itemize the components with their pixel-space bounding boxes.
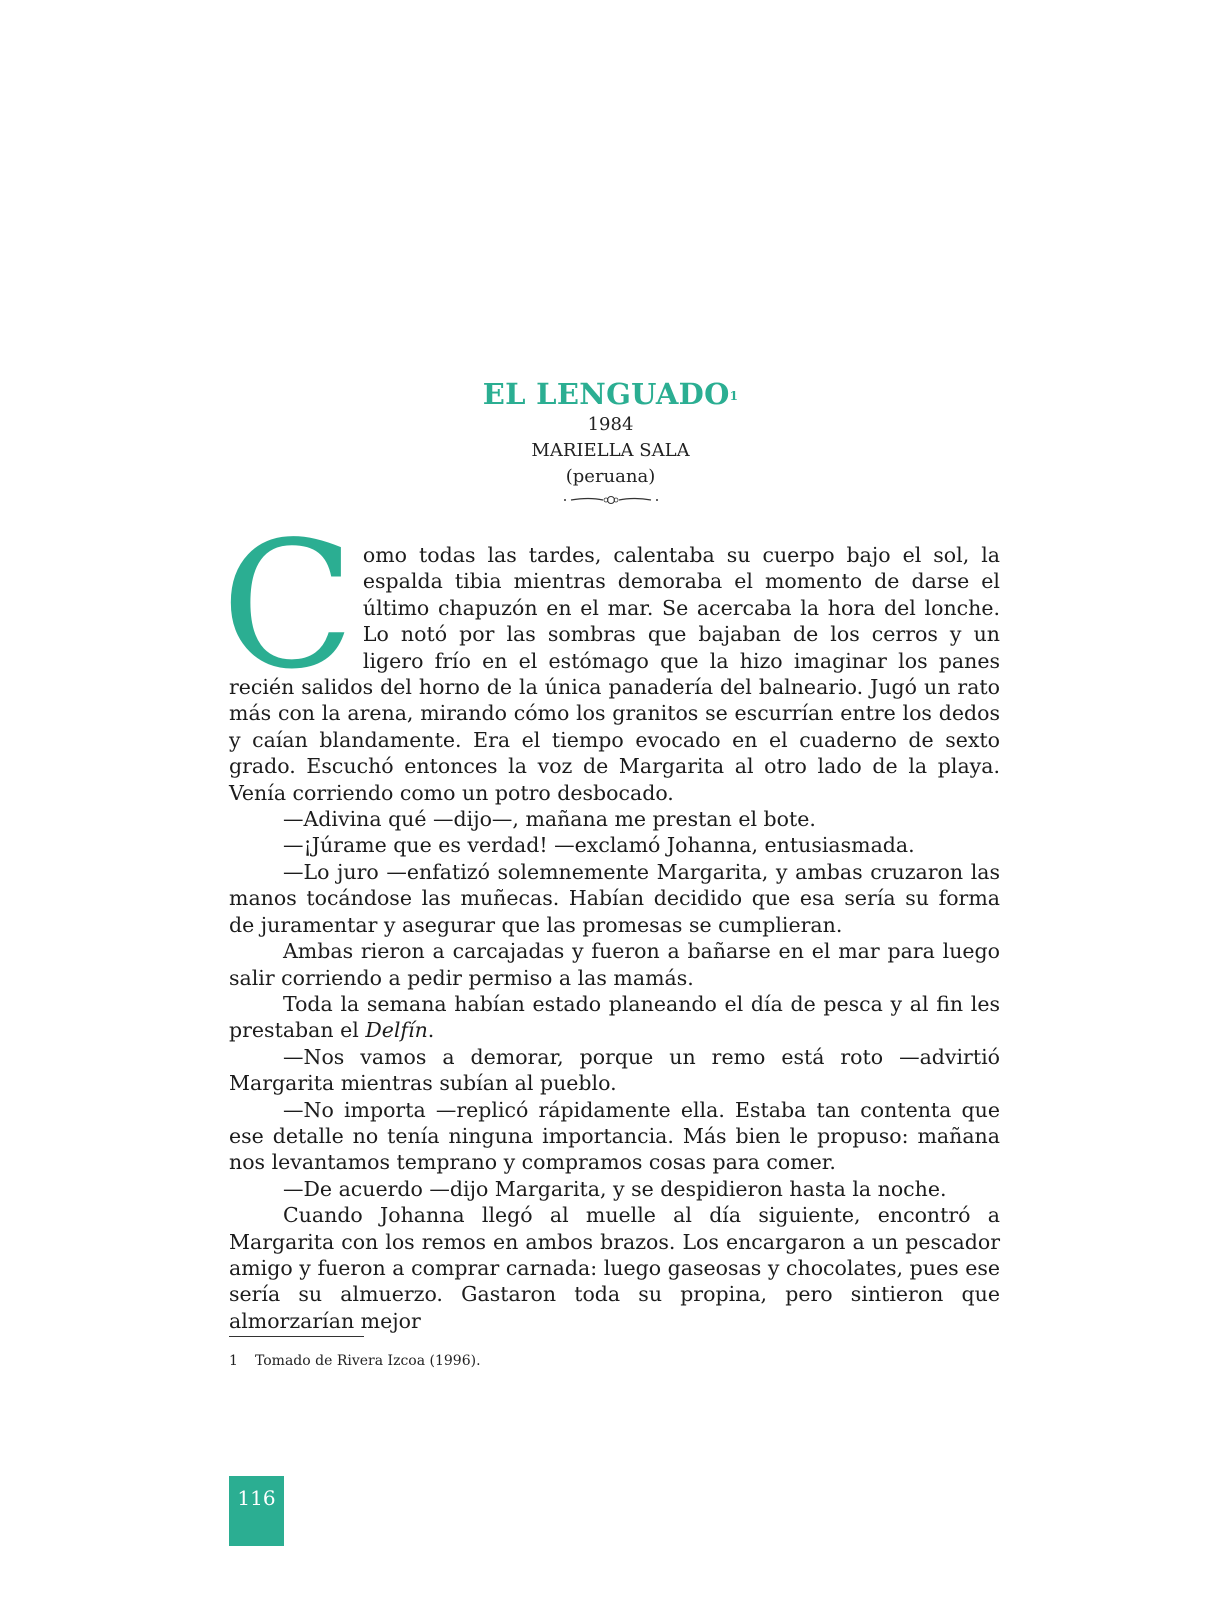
footnote [229, 1352, 481, 1370]
paragraph-1 [221, 505, 1000, 806]
footnote-text: Tomado de Rivera Izcoa (1996). [255, 1353, 481, 1369]
paragraph-6 [229, 991, 1000, 1044]
drop-cap: C [221, 505, 355, 708]
author-nationality: (peruana) [565, 466, 656, 487]
paragraph-text: Toda la semana habían estado planeando el día de pesca y al fin les prestaban el [229, 991, 1000, 1043]
paragraph-text-end: . [427, 1018, 435, 1043]
paragraph-4: —Lo juro —enfatizó solemnemente Margarita, y ambas cruzaron las manos tocándose las muñecas. Habían decidido que esa sería su forma de juramentar y asegurar que las promesas se cumplieran. [229, 859, 1000, 937]
paragraph-8: —No importa —replicó rápidamente ella. Estaba tan contenta que ese detalle no tenía ninguna importancia. Más bien le propuso: mañana nos levantamos temprano y compramos cosas para comer. [229, 1097, 1000, 1175]
title-text: EL LENGUADO [482, 377, 730, 411]
publication-year: 1984 [587, 414, 634, 435]
footnote-number: 1 [229, 1353, 238, 1369]
ornament-divider-icon [561, 494, 661, 506]
paragraph-text: omo todas las tardes, calentaba su cuerpo bajo el sol, la espalda tibia mientras demoraba el momento de darse el último chapuzón en el mar. Se acercaba la hora del lonche. Lo notó por las sombras que bajaban de los cerros y un ligero frío en el estómago que la hizo imaginar los panes recién salidos del horno de la única panadería del balneario. Jugó un rato más con la arena, mirando cómo los granitos se escurrían entre los dedos y caían blandamente. Era el tiempo evocado en el cuaderno de sexto grado. Escuchó entonces la voz de Margarita al otro lado de la playa. Venía corriendo como un potro desbocado. [229, 543, 1000, 805]
paragraph-2: —Adivina qué —dijo—, mañana me prestan el bote. [283, 807, 816, 832]
paragraph-7: —Nos vamos a demorar, porque un remo está roto —advirtió Margarita mientras subían al pueblo. [229, 1044, 1000, 1096]
paragraph-10: Cuando Johanna llegó al muelle al día siguiente, encontró a Margarita con los remos en ambos brazos. Los encargaron a un pescador amigo y fueron a comprar carnada: luego gaseosas y chocolates, pues ese sería su almuerzo. Gastaron toda su propina, pero sintieron que almorzarían mejor [229, 1203, 1000, 1333]
story-title [0, 376, 1221, 412]
title-footnote-ref: 1 [729, 389, 739, 403]
author-name: MARIELLA SALA [531, 440, 690, 461]
story-body [221, 505, 1000, 1334]
story-header [0, 376, 1221, 506]
page-number-box [229, 1476, 284, 1546]
footnote-divider [229, 1336, 364, 1337]
paragraph-9: —De acuerdo —dijo Margarita, y se despidieron hasta la noche. [283, 1176, 947, 1201]
boat-name: Delfín [365, 1018, 428, 1043]
paragraph-5: Ambas rieron a carcajadas y fueron a bañarse en el mar para luego salir corriendo a pedir permiso a las mamás. [229, 939, 1000, 990]
paragraph-3: —¡Júrame que es verdad! —exclamó Johanna, entusiasmada. [283, 833, 915, 858]
page-number: 116 [237, 1486, 276, 1510]
